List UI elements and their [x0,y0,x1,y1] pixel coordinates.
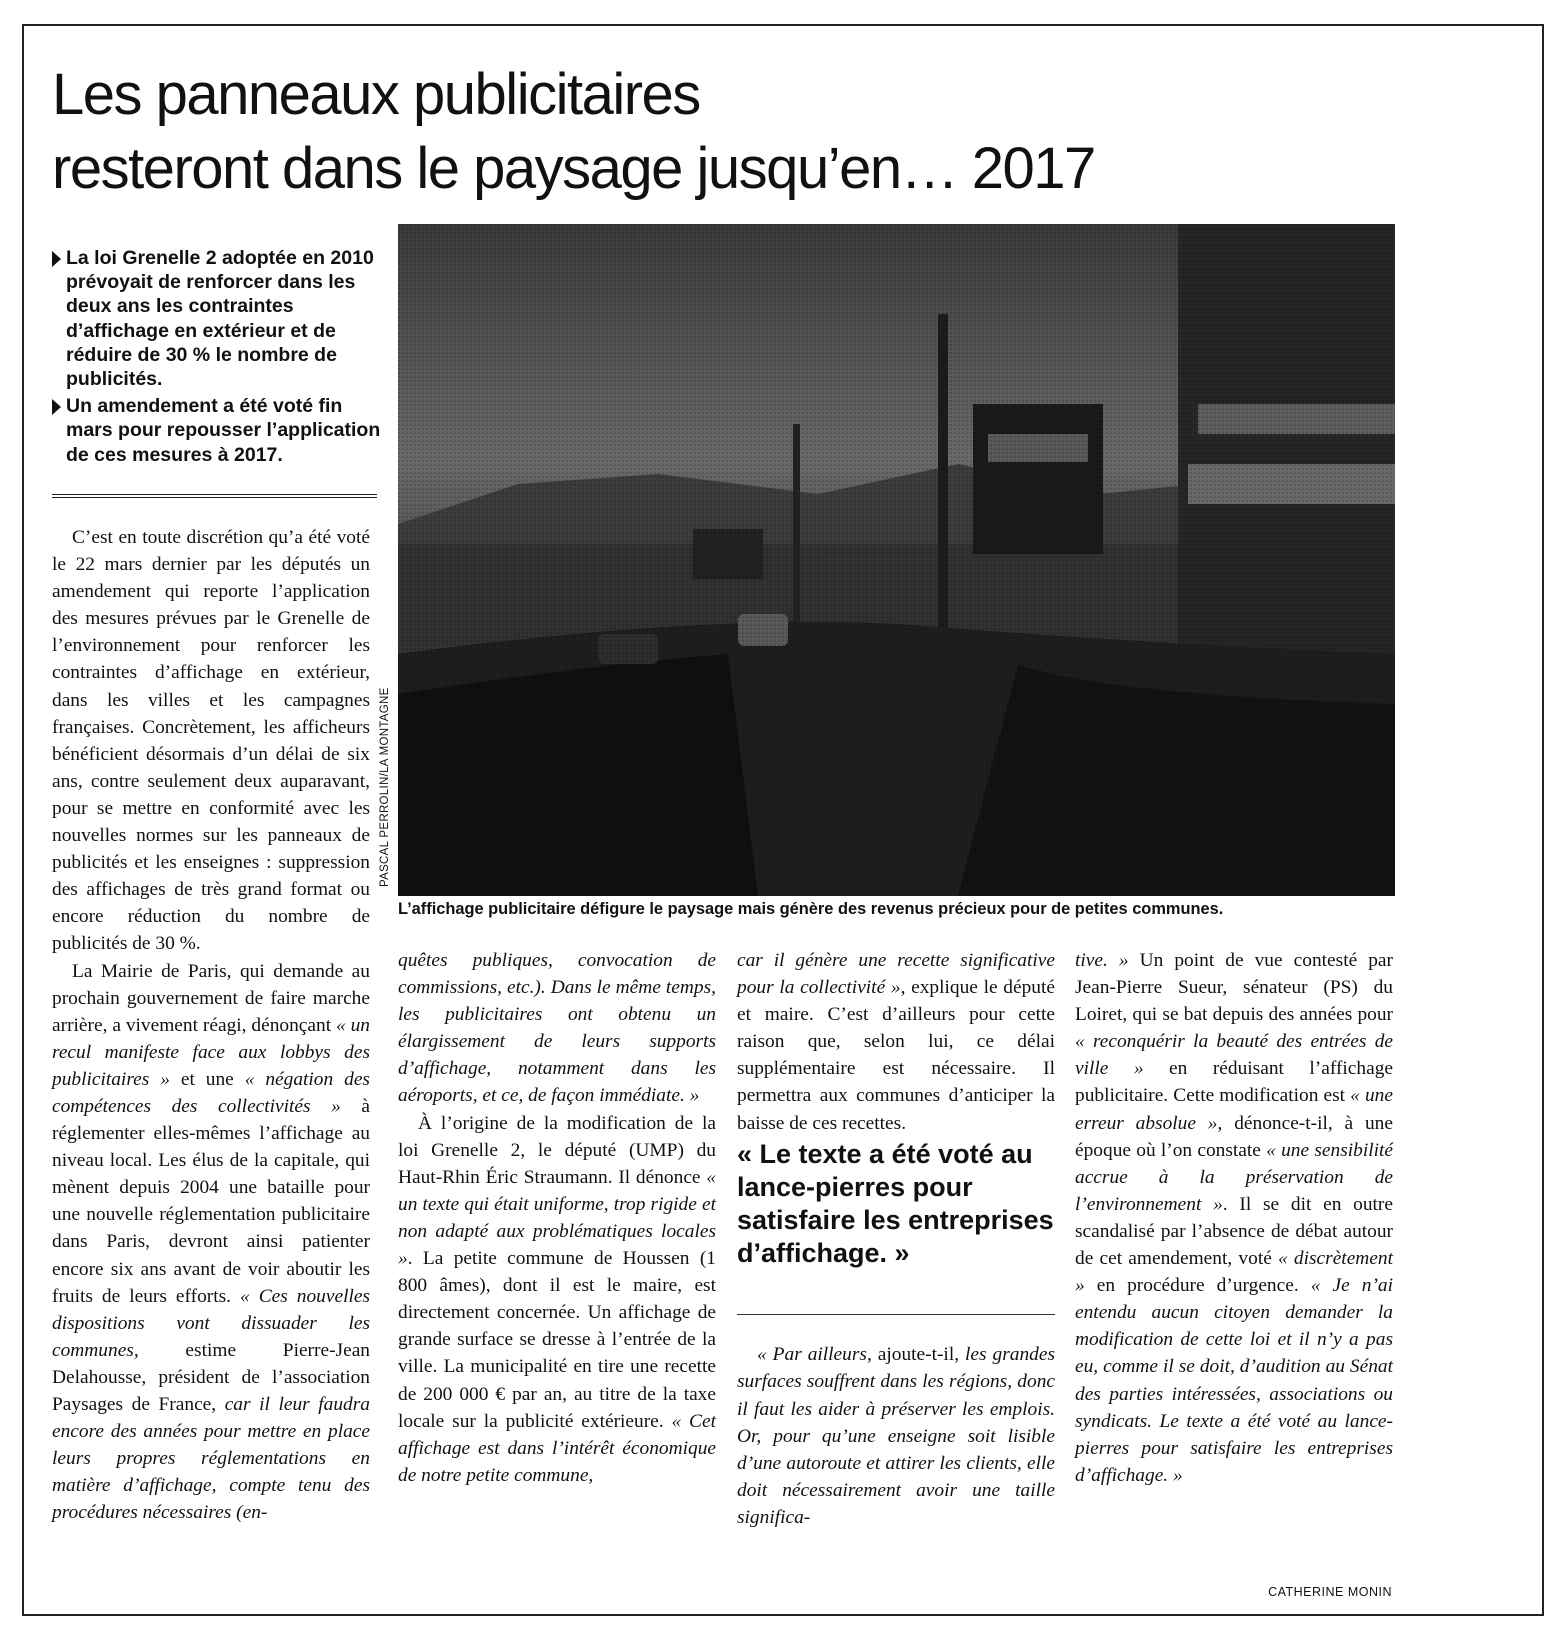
quote: « Je n’ai entendu aucun citoyen demander la modification de cette loi et il n’y a pas eu, comme il se doit, d’audition au Sénat des parties intéressées, associations ou syndicats. Le texte a été voté au lance-pierres pour satisfaire les entreprises d’affichage. » [1075,1275,1393,1486]
pull-quote-divider [737,1314,1055,1315]
paragraph [737,947,1055,1137]
lead-summary [52,246,382,470]
quote: « Par ailleurs, [757,1344,872,1366]
text-run: Un point de vue contesté par Jean-Pierre Sueur, sénateur (PS) du Loiret, qui se bat depuis des années pour [1075,950,1393,1026]
paragraph [398,1110,716,1489]
column-3-continued [737,1322,1055,1550]
quote: « reconquérir la beauté des entrées de ville » [1075,1031,1393,1080]
column-4 [1075,947,1393,1489]
text-run: ajoute-t-il, [871,1344,966,1366]
lead-point-1-text: La loi Grenelle 2 adoptée en 2010 prévoyait de renforcer dans les deux ans les contraintes d’affichage en extérieur et de réduire de 30 % le nombre de publicités. [66,247,374,391]
billboard-landscape-photo [398,224,1395,896]
quote: quêtes publiques, convocation de commissions, etc.). Dans le même temps, les publicitaires ont obtenu un élargissement de leurs supports d’affichage, notamment dans les aéroports, et ce, de façon immédiate. » [398,950,716,1107]
text-run: À l’origine de la modification de la loi Grenelle 2, le député (UMP) du Haut-Rhin Éric Straumann. Il dénonce [398,1112,716,1188]
article-photo [398,224,1395,896]
text-run: . La petite commune de Houssen (1 800 âmes), dont il est le maire, est directement concernée. Un affichage de grande surface se dresse à l’entrée de la ville. La municipalité en tire une recette de 200 000 € par an, au titre de la taxe locale sur la publicité extérieure. [398,1248,716,1432]
column-2 [398,947,716,1489]
quote: « un texte qui était uniforme, trop rigide et non adapté aux problématiques locales » [398,1166,716,1270]
quote: « une erreur absolue » [1075,1085,1393,1134]
quote: car il génère une recette significative pour la collectivité » [737,950,1055,999]
column-1 [52,524,370,1526]
photo-caption: L’affichage publicitaire défigure le paysage mais génère des revenus précieux pour de petites communes. [398,900,1224,918]
text-run: en procédure d’urgence. [1084,1275,1311,1297]
text-run: , explique le député et maire. C’est d’ailleurs pour cette raison que, selon lui, ce délai supplémentaire est nécessaire. Il permettra aux communes d’anticiper la baisse de ces recettes. [737,977,1055,1134]
headline-line-1: Les panneaux publicitaires [52,62,700,127]
lead-divider [52,494,377,498]
quote: « une sensibilité accrue à la préservation de l’environnement » [1075,1139,1393,1215]
quote: « Ces nouvelles dispositions vont dissuader les communes, [52,1285,371,1361]
quote: tive. » [1075,950,1129,971]
quote: « discrètement » [1075,1248,1393,1297]
text-run: estime Pierre-Jean Delahousse, président de l’association Paysages de France, [52,1339,370,1415]
quote: « Cet affichage est dans l’intérêt économique de notre petite commune, [398,1410,716,1486]
headline [52,58,1452,206]
quote: les grandes surfaces souffrent dans les régions, donc il faut les aider à préserver les emplois. Or, pour qu’une enseigne soit lisible d’une autoroute et attirer les clients, elle doit nécessairement avoir une taille significa- [737,1344,1055,1528]
column-3 [737,947,1055,1137]
lead-point-2-text: Un amendement a été voté fin mars pour repousser l’application de ces mesures à 2017. [66,395,381,466]
text-run: , dénonce-t-il, à une époque où l’on constate [1075,1112,1393,1161]
lead-point-2 [52,394,382,467]
photo-credit-text: PASCAL PERROLIN/LA MONTAGNE [379,687,391,887]
pull-quote: « Le texte a été voté au lance-pierres pour satisfaire les entreprises d’affichage. » [737,1139,1054,1268]
paragraph: C’est en toute discrétion qu’a été voté le 22 mars dernier par les députés un amendement qui reporte l’application des mesures prévues par le Grenelle de l’environnement pour renforcer les contraintes d’affichage en extérieur, dans les villes et les campagnes françaises. Concrètement, les afficheurs bénéficient désormais d’un délai de six ans, contre seulement deux auparavant, pour se mettre en conformité avec les nouvelles normes sur les panneaux de publicités et les enseignes : suppression des affichages de très grand format ou encore réduction du nombre de publicités de 30 %. [52,527,370,955]
text-run: et une [169,1068,245,1090]
quote: « négation des compétences des collectivités » [52,1068,370,1117]
quote: « un recul manifeste face aux lobbys des publicitaires » [52,1014,370,1090]
text-run: . Il se dit en outre scandalisé par l’absence de débat autour de cet amendement, voté [1075,1193,1393,1270]
lead-point-1 [52,246,382,391]
bullet-arrow-icon [52,399,61,415]
text-run: en réduisant l’affichage publicitaire. Cette modification est [1075,1058,1393,1107]
paragraph [1075,947,1393,1489]
text-run: La Mairie de Paris, qui demande au prochain gouvernement de faire marche arrière, a vivement réagi, dénonçant [52,960,370,1036]
photo-credit [376,676,394,890]
paragraph [737,1341,1055,1531]
quote: car il leur faudra encore des années pour mettre en place leurs propres réglementations en matière d’affichage, compte tenu des procédures nécessaires (en- [52,1394,370,1524]
paragraph [398,947,716,1110]
headline-line-2: resteront dans le paysage jusqu’en… 2017 [52,136,1095,201]
author-signature: CATHERINE MONIN [1268,1585,1392,1599]
bullet-arrow-icon [52,251,61,267]
text-run: à réglementer elles-mêmes l’affichage au niveau local. Les élus de la capitale, qui mènent depuis 2004 une bataille pour une nouvelle réglementation publicitaire dans Paris, devront ainsi patienter encore six ans avant de voir aboutir les fruits de leurs efforts. [52,1095,370,1307]
paragraph [52,958,370,1527]
